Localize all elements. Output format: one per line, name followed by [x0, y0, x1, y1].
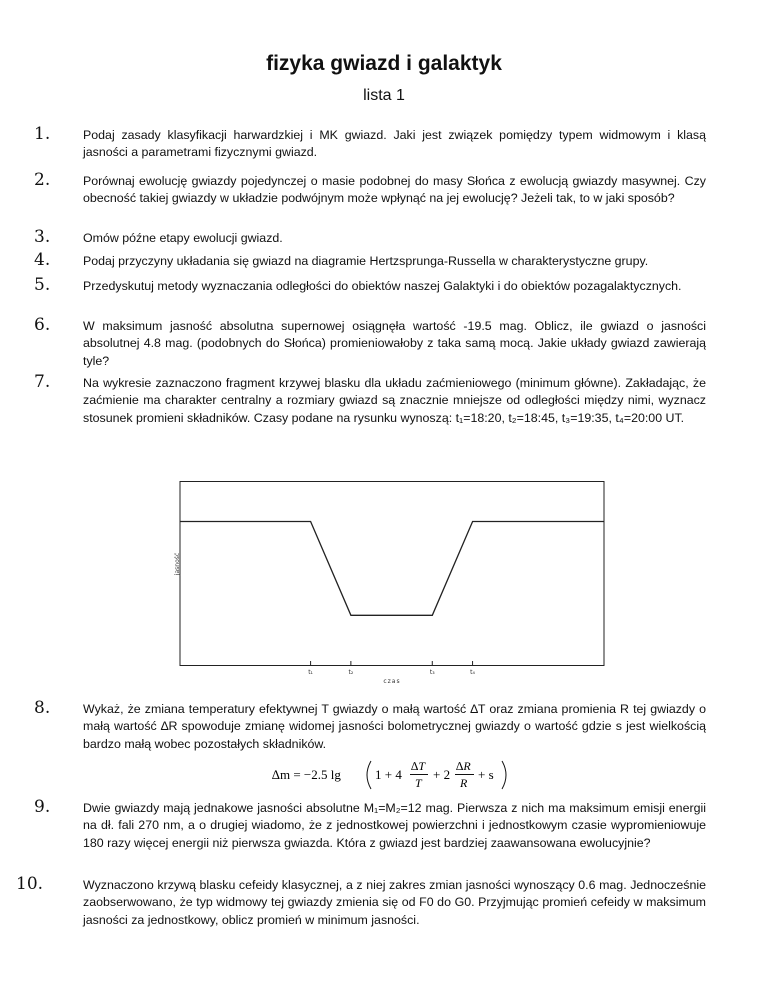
x-tick-label: t₂ [348, 669, 354, 676]
problem-2 [34, 170, 706, 208]
formula-plus-two: + 2 [433, 767, 451, 782]
problem-number: 9. [34, 797, 51, 817]
left-paren [367, 761, 371, 789]
problem-number: 10. [16, 874, 44, 894]
formula-dT: ∆T [411, 759, 426, 773]
x-axis-label: czas [383, 678, 401, 685]
formula-one-plus-four: 1 + 4 [375, 767, 402, 782]
problem-text: Wykaż, że zmiana temperatury efektywnej T gwiazdy o małą wartość ∆T oraz zmiana promienia R tej gwiazdy o małą wartość ∆R spowoduje zmianę widomej jasności bolometrycznej gwiazdy o wartość gdzie s jest wielkością bardzo małą wobec pozostałych składników. [83, 702, 706, 751]
problem-text: Przedyskutuj metody wyznaczania odległości do obiektów naszej Galaktyki i do obiektów pozagalaktycznych. [83, 279, 682, 293]
problem-text: Omów późne etapy ewolucji gwiazd. [83, 231, 283, 245]
page-subtitle: lista 1 [363, 87, 405, 104]
light-curve-chart [174, 481, 605, 687]
problem-10 [16, 874, 706, 929]
formula-R: R [460, 776, 468, 790]
y-axis-label: jasność [174, 552, 181, 576]
problem-number: 8. [34, 698, 51, 718]
light-curve-line [180, 522, 604, 616]
formula-dR: ∆R [456, 759, 471, 773]
problem-text: Dwie gwiazdy mają jednakowe jasności absolutne M₁=M₂=12 mag. Pierwsza z nich ma maksimum emisji energii na dł. fali 270 nm, a o drugiej wiadomo, że z jednostkowej powierzchni i jednostkowym czasie wypromieniowuje 180 razy więcej energii niż pierwsza gwiazda. Która z gwiazd jest bardziej zaawansowana ewolucyjnie? [83, 801, 706, 850]
x-tick-label: t₁ [308, 669, 313, 676]
problem-6 [34, 315, 706, 370]
problem-text: Podaj zasady klasyfikacji harwardzkiej i MK gwiazd. Jaki jest związek pomiędzy typem widmowym i klasą jasności a parametrami fizycznymi gwiazd. [83, 128, 706, 160]
problem-7 [34, 372, 706, 427]
problem-number: 3. [34, 227, 51, 247]
formula-plus-s: + s [478, 767, 494, 782]
magnitude-formula [270, 758, 600, 792]
formula-lhs: ∆m = −2.5 lg [272, 767, 341, 782]
problem-5 [34, 275, 706, 295]
page-title: fizyka gwiazd i galaktyk [266, 52, 502, 75]
problem-text: Wyznaczono krzywą blasku cefeidy klasycznej, a z niej zakres zmian jasności wynoszący 0.6 mag. Jednocześnie zaobserwowano, że typ widmowy tej gwiazdy zmienia się od F0 do G0. Przyjmując promień cefeidy w maksimum jasności za jednostkowy, oblicz promień w minimum jasności. [83, 878, 706, 927]
x-tick-label: t₃ [429, 669, 435, 676]
problem-text: Porównaj ewolucję gwiazdy pojedynczej o masie podobnej do masy Słońca z ewolucją gwiazdy masywnej. Czy obecność takiej gwiazdy w układzie podwójnym może wpłynąć na jej ewolucję? Jeżeli tak, to w jaki sposób? [83, 174, 706, 206]
x-tick-label: t₄ [470, 669, 475, 676]
problem-3 [34, 227, 706, 247]
right-paren [502, 761, 506, 789]
problem-text: W maksimum jasność absolutna supernowej osiągnęła wartość -19.5 mag. Oblicz, ile gwiazd o jasności absolutnej 4.8 mag. (podobnych do Słońca) promieniowałoby z taka samą mocą. Jakie układy gwiazd zawierają tyle? [83, 319, 706, 368]
problem-text: Na wykresie zaznaczono fragment krzywej blasku dla układu zaćmieniowego (minimum główne). Zakładając, że zaćmienie ma charakter centralny a rozmiary gwiazd są znacznie mniejsze od odległości między nimi, wyznacz stosunek promieni składników. Czasy podane na rysunku wynoszą: t₁=18:20, t₂=18:45, t₃=19:35, t₄=20:00 UT. [83, 376, 706, 425]
problem-1 [34, 124, 706, 162]
problem-number: 1. [34, 124, 51, 144]
problem-number: 7. [34, 372, 51, 392]
problem-number: 5. [34, 275, 51, 295]
light-curve-svg [174, 481, 605, 687]
problem-text: Podaj przyczyny układania się gwiazd na diagramie Hertzsprunga-Russella w charakterystyczne grupy. [83, 254, 649, 268]
problem-9 [34, 797, 706, 852]
problem-8 [34, 698, 706, 753]
problem-number: 2. [34, 170, 51, 190]
formula-T: T [415, 776, 422, 790]
problem-number: 4. [34, 250, 51, 270]
problem-number: 6. [34, 315, 51, 335]
problem-4 [34, 250, 706, 270]
plot-frame [180, 482, 604, 666]
